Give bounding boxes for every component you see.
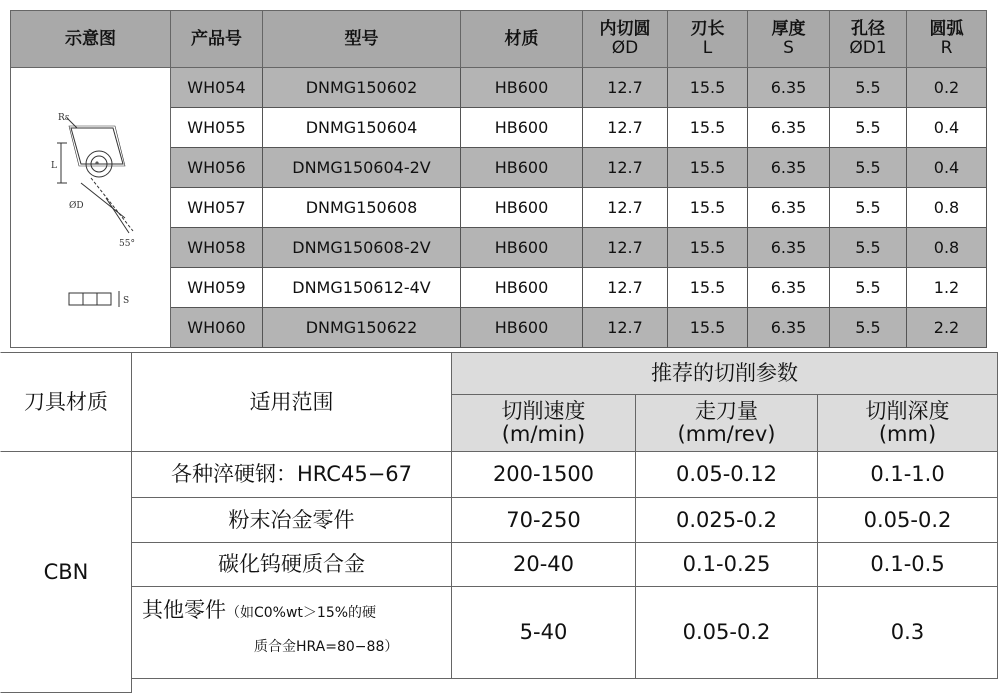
feed-value: 0.05-0.12 (675, 462, 778, 486)
header-tool-material (0, 352, 132, 452)
scope-note: （如C0%wt＞15%的硬 (226, 605, 377, 621)
spec-cell-product-no: WH058 (171, 228, 263, 268)
material-cell (0, 452, 132, 693)
header-sub: R (940, 38, 953, 58)
header-label: 切削速度 (501, 399, 586, 423)
scope-note: 质合金HRA=80−88） (254, 639, 399, 655)
spec-cell-thickness: 6.35 (748, 308, 830, 348)
spec-cell-radius: 0.4 (907, 108, 987, 148)
spec-cell-edge-length: 15.5 (668, 68, 748, 108)
header-label: 型号 (344, 28, 379, 49)
spec-cell-hole-diameter: 5.5 (830, 108, 907, 148)
header-label: 孔径 (851, 19, 885, 39)
feed-cell (636, 587, 818, 679)
header-params (452, 352, 998, 395)
header-sub: ØD1 (849, 38, 887, 58)
spec-cell-radius: 1.2 (907, 268, 987, 308)
scope-cell (132, 587, 452, 679)
header-feed (636, 395, 818, 452)
spec-cell-product-no: WH059 (171, 268, 263, 308)
feed-cell (636, 543, 818, 587)
depth-cell (818, 498, 998, 543)
header-label: 材质 (504, 28, 539, 49)
speed-value: 70-250 (506, 507, 581, 532)
header-label: 切削深度 (865, 399, 950, 423)
spec-cell-thickness: 6.35 (748, 68, 830, 108)
spec-cell-product-no: WH055 (171, 108, 263, 148)
spec-cell-model: DNMG150602 (263, 68, 461, 108)
header-label: 示意图 (65, 28, 116, 49)
header-label: 刃长 (690, 19, 725, 39)
insert-diagram-cell (10, 68, 171, 348)
spec-cell-edge-length: 15.5 (668, 228, 748, 268)
label-radius: Rε (58, 113, 70, 123)
header-scope (132, 352, 452, 452)
speed-cell (452, 498, 636, 543)
scope-value: 各种淬硬钢：HRC45−67 (170, 462, 413, 486)
spec-cell-model: DNMG150608 (263, 188, 461, 228)
spec-cell-product-no: WH054 (171, 68, 263, 108)
spec-cell-product-no: WH057 (171, 188, 263, 228)
header-product-no (171, 10, 263, 68)
speed-cell (452, 587, 636, 679)
spec-cell-radius: 2.2 (907, 308, 987, 348)
spec-cell-inscribed-circle: 12.7 (583, 308, 668, 348)
header-diagram (10, 10, 171, 68)
spec-cell-thickness: 6.35 (748, 108, 830, 148)
spec-cell-edge-length: 15.5 (668, 308, 748, 348)
label-thickness: S (123, 296, 130, 306)
spec-cell-edge-length: 15.5 (668, 148, 748, 188)
spec-cell-inscribed-circle: 12.7 (583, 148, 668, 188)
feed-cell (636, 452, 818, 498)
speed-value: 200-1500 (492, 462, 595, 486)
spec-cell-hole-diameter: 5.5 (830, 228, 907, 268)
spec-cell-radius: 0.4 (907, 148, 987, 188)
spec-cell-radius: 0.8 (907, 228, 987, 268)
header-label: 产品号 (191, 28, 242, 49)
depth-value: 0.05-0.2 (863, 507, 952, 532)
spec-cell-inscribed-circle: 12.7 (583, 108, 668, 148)
feed-cell (636, 498, 818, 543)
header-thickness (748, 10, 830, 68)
header-model (263, 10, 461, 68)
spec-cell-material: HB600 (461, 228, 583, 268)
spec-cell-model: DNMG150604 (263, 108, 461, 148)
insert-outline-outer (69, 126, 125, 166)
spec-cell-inscribed-circle: 12.7 (583, 68, 668, 108)
speed-value: 5-40 (519, 620, 568, 644)
material-value: CBN (43, 559, 89, 584)
spec-cell-model: DNMG150622 (263, 308, 461, 348)
spec-cell-model: DNMG150604-2V (263, 148, 461, 188)
spec-cell-model: DNMG150608-2V (263, 228, 461, 268)
depth-value: 0.1-0.5 (870, 552, 945, 576)
spec-cell-thickness: 6.35 (748, 148, 830, 188)
scope-value: 碳化钨硬质合金 (218, 552, 365, 576)
spec-cell-material: HB600 (461, 188, 583, 228)
spec-cell-product-no: WH060 (171, 308, 263, 348)
header-sub: ØD (611, 38, 639, 58)
spec-cell-inscribed-circle: 12.7 (583, 228, 668, 268)
spec-cell-inscribed-circle: 12.7 (583, 268, 668, 308)
header-radius (907, 10, 987, 68)
spec-cell-hole-diameter: 5.5 (830, 268, 907, 308)
scope-value: 粉末冶金零件 (228, 507, 355, 532)
feed-value: 0.025-0.2 (675, 507, 778, 532)
spec-cell-hole-diameter: 5.5 (830, 188, 907, 228)
insert-outline (71, 128, 123, 164)
header-label: 刀具材质 (24, 389, 108, 414)
spec-cell-hole-diameter: 5.5 (830, 68, 907, 108)
spec-cell-hole-diameter: 5.5 (830, 308, 907, 348)
spec-cell-material: HB600 (461, 148, 583, 188)
header-unit: (mm/rev) (677, 422, 776, 446)
header-label: 推荐的切削参数 (651, 361, 798, 385)
spec-cell-radius: 0.8 (907, 188, 987, 228)
header-unit: (mm) (878, 422, 937, 446)
header-label: 走刀量 (695, 399, 758, 423)
header-edge-length (668, 10, 748, 68)
insert-side-view (69, 293, 111, 305)
header-sub: S (783, 38, 794, 58)
header-speed (452, 395, 636, 452)
spec-cell-material: HB600 (461, 68, 583, 108)
depth-value: 0.3 (890, 620, 925, 644)
scope-value: 其他零件 (142, 598, 226, 622)
header-label: 内切圆 (599, 19, 651, 39)
spec-cell-edge-length: 15.5 (668, 108, 748, 148)
spec-cell-edge-length: 15.5 (668, 188, 748, 228)
speed-value: 20-40 (512, 552, 575, 576)
spec-cell-material: HB600 (461, 108, 583, 148)
feed-value: 0.05-0.2 (682, 620, 771, 644)
header-hole-diameter (830, 10, 907, 68)
spec-cell-hole-diameter: 5.5 (830, 148, 907, 188)
speed-cell (452, 452, 636, 498)
header-label: 厚度 (771, 19, 806, 39)
scope-cell (132, 452, 452, 498)
spec-cell-thickness: 6.35 (748, 188, 830, 228)
label-angle: 55° (119, 239, 135, 249)
spec-cell-thickness: 6.35 (748, 228, 830, 268)
header-unit: (m/min) (501, 422, 586, 446)
feed-value: 0.1-0.25 (682, 552, 771, 576)
header-inscribed-circle (583, 10, 668, 68)
spec-cell-model: DNMG150612-4V (263, 268, 461, 308)
spec-cell-edge-length: 15.5 (668, 268, 748, 308)
spec-cell-material: HB600 (461, 268, 583, 308)
depth-value: 0.1-1.0 (870, 462, 945, 486)
label-length: L (51, 161, 57, 171)
header-sub: L (702, 38, 713, 58)
spec-cell-material: HB600 (461, 308, 583, 348)
spec-cell-radius: 0.2 (907, 68, 987, 108)
scope-line-1 (142, 593, 376, 630)
speed-cell (452, 543, 636, 587)
spec-cell-inscribed-circle: 12.7 (583, 188, 668, 228)
header-depth (818, 395, 998, 452)
header-label: 圆弧 (929, 19, 964, 39)
scope-cell (132, 498, 452, 543)
depth-cell (818, 452, 998, 498)
spec-cell-thickness: 6.35 (748, 268, 830, 308)
insert-diagram (11, 68, 170, 346)
depth-cell (818, 587, 998, 679)
label-diameter: ØD (69, 201, 84, 211)
header-label: 适用范围 (249, 389, 334, 414)
scope-cell (132, 543, 452, 587)
spec-cell-product-no: WH056 (171, 148, 263, 188)
depth-cell (818, 543, 998, 587)
header-material (461, 10, 583, 68)
